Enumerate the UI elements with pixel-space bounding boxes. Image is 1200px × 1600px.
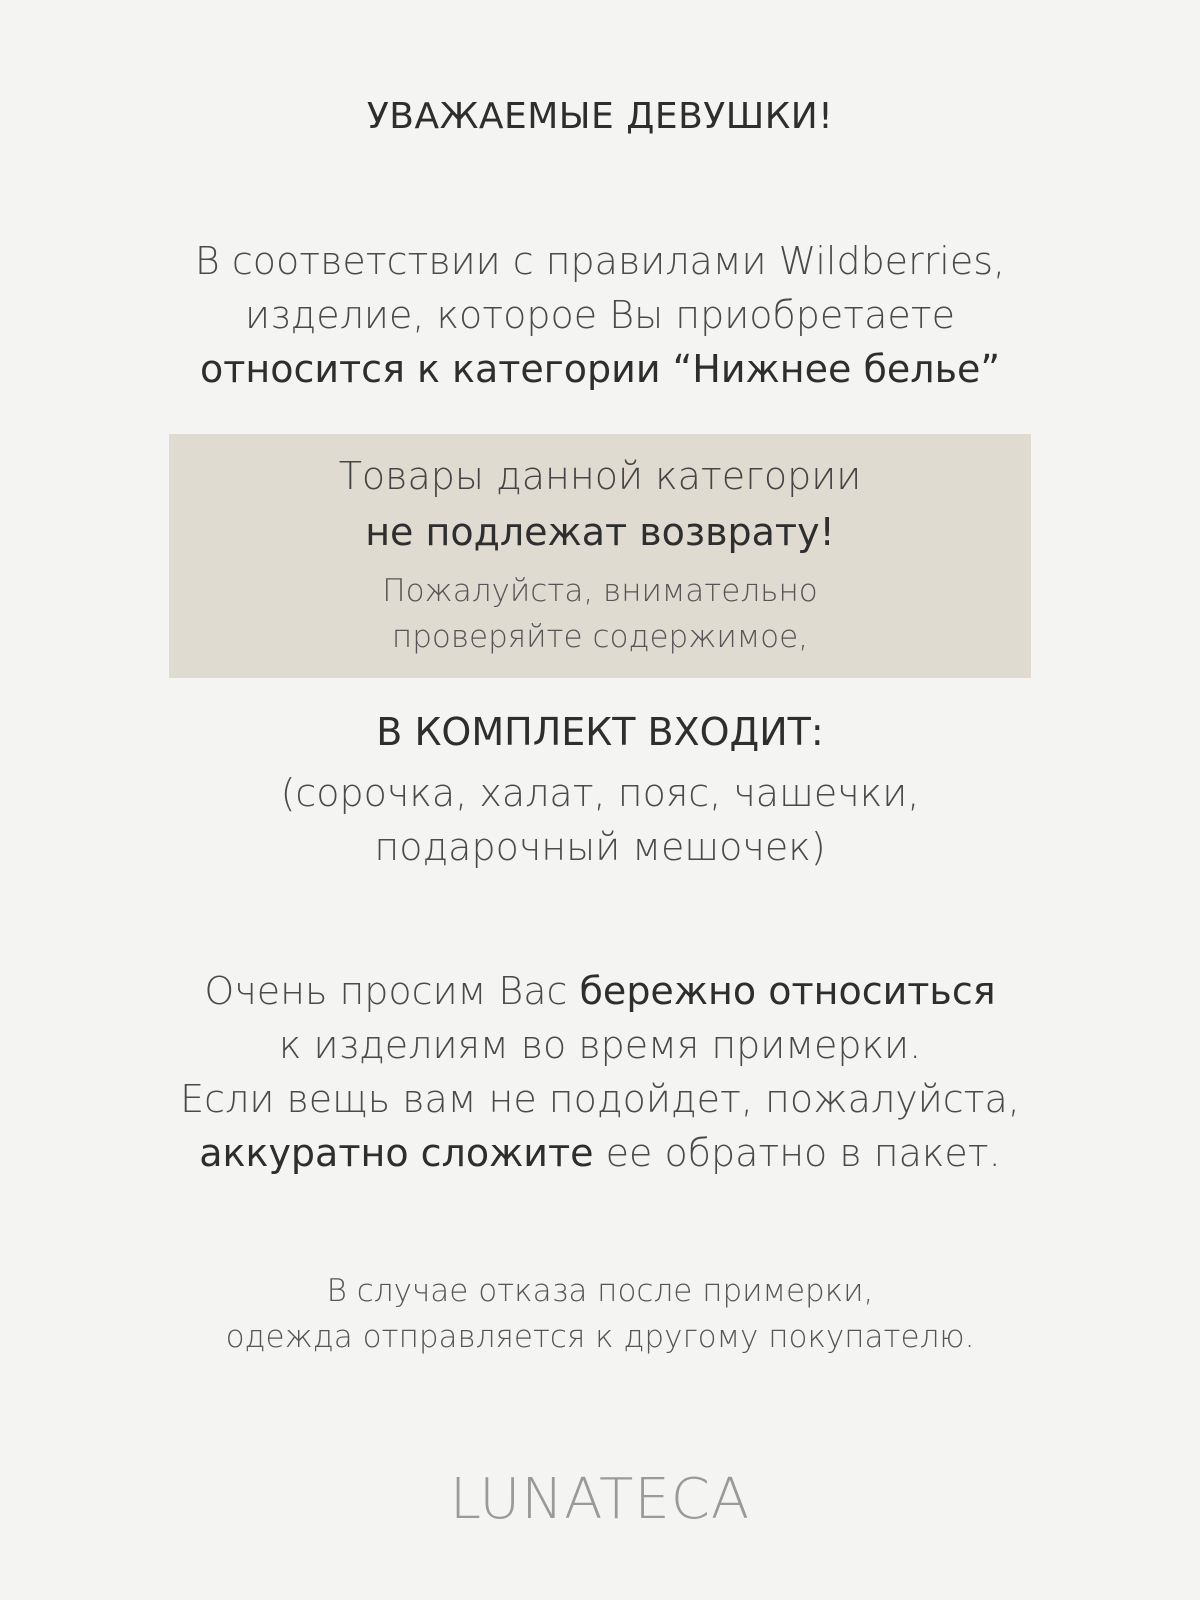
page-heading [0,92,1200,142]
request-line-4-emphasis: аккуратно сложите [199,1131,594,1175]
footer-note-line-1: В случае отказа после примерки, [326,1273,874,1309]
kit-items [0,766,1200,874]
no-return-notice [0,448,1200,560]
brand-logo [0,1464,1200,1536]
request-line-1-plain: Очень просим Вас [204,969,580,1013]
notice-sub-line-1: Пожалуйста, внимательно [382,573,818,609]
kit-title [0,706,1200,758]
kit-items-line-1: (сорочка, халат, пояс, чашечки, [280,771,920,815]
footer-note-line-2: одежда отправляется к другому покупателю. [225,1319,975,1355]
brand-name: LUNATECA [449,1467,751,1532]
request-line-4-plain: ее обратно в пакет. [593,1131,1001,1175]
intro-line-2: изделие, которое Вы приобретаете [244,293,956,337]
intro-paragraph [0,234,1200,396]
notice-subtext [0,568,1200,660]
request-line-4 [0,1126,1200,1180]
footer-note [0,1268,1200,1360]
intro-line-3: относится к категории “Нижнее белье” [199,347,1001,391]
kit-title-text: В КОМПЛЕКТ ВХОДИТ: [376,710,824,754]
intro-line-1: В соответствии с правилами Wildberries, [194,239,1006,283]
request-line-1 [0,964,1200,1018]
request-line-3: Если вещь вам не подойдет, пожалуйста, [180,1077,1020,1121]
request-line-1-emphasis: бережно относиться [579,969,996,1013]
notice-sub-line-2: проверяйте содержимое, [391,619,809,655]
notice-line-2: не подлежат возврату! [365,510,835,554]
kit-items-line-2: подарочный мешочек) [374,825,826,869]
request-line-2: к изделиям во время примерки. [278,1023,922,1067]
care-request [0,964,1200,1180]
heading-text: УВАЖАЕМЫЕ ДЕВУШКИ! [366,96,834,137]
notice-line-1: Товары данной категории [338,454,862,498]
